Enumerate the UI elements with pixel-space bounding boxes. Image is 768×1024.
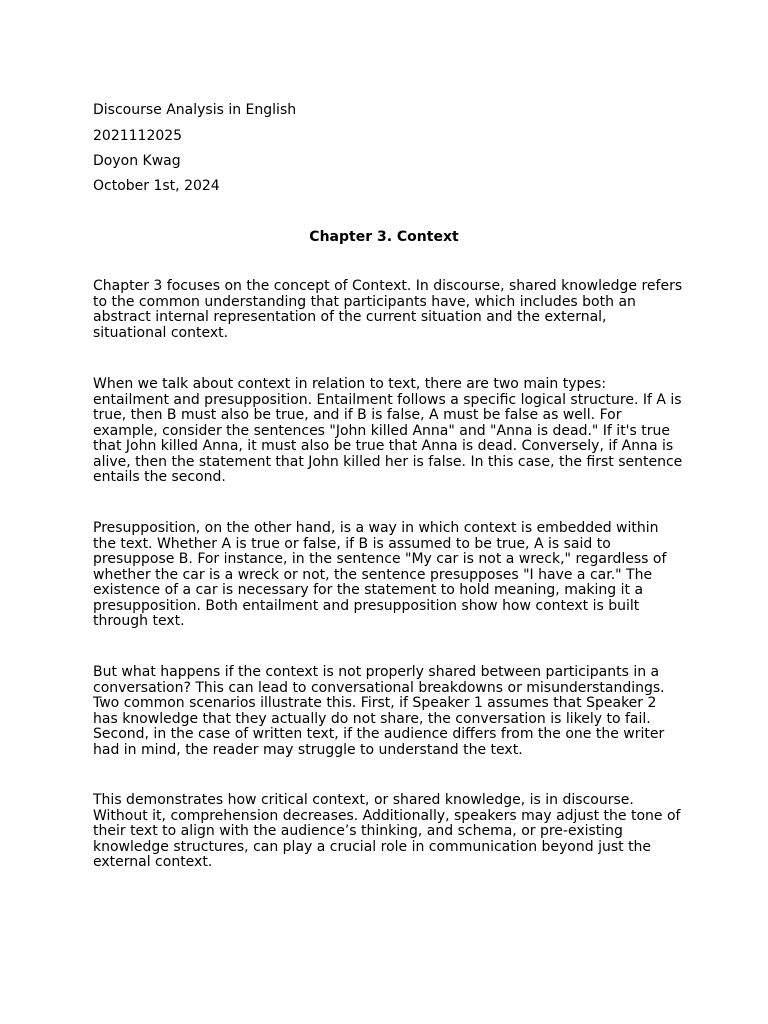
paragraph-4: But what happens if the context is not properly shared between participants in a conversation? This can lead to conversational breakdowns or misunderstandings. Two common scenarios illustrate this. First, if Speaker 1 assumes that Speaker 2 has knowledge that they actually do not share, the conversation is likely to fail. Second, in the case of written text, if the audience differs from the one the writer had in mind, the reader may struggle to understand the text. [93, 664, 665, 758]
paragraph-2: When we talk about context in relation to text, there are two main types: entailment and presupposition. Entailment follows a specific logical structure. If A is true, then B must also be true, and if B is false, A must be false as well. For example, consider the sentences "John killed Anna" and "Anna is dead." If it's true that John killed Anna, it must also be true that Anna is dead. Conversely, if Anna is alive, then the statement that John killed her is false. In this case, the first sentence entails the second. [93, 376, 683, 485]
document-date: October 1st, 2024 [93, 178, 220, 194]
paragraph-1: Chapter 3 focuses on the concept of Context. In discourse, shared knowledge refers to the common understanding that participants have, which includes both an abstract internal representation of the current situation and the external, situational context. [93, 278, 683, 341]
author-name: Doyon Kwag [93, 153, 181, 169]
student-id: 2021112025 [93, 128, 183, 144]
course-name: Discourse Analysis in English [93, 102, 297, 118]
paragraph-3: Presupposition, on the other hand, is a way in which context is embedded within the text. Whether A is true or false, if B is assumed to be true, A is said to presuppose B. For instance, in the sentence "My car is not a wreck," regardless of whether the car is a wreck or not, the sentence presupposes "I have a car." The existence of a car is necessary for the statement to hold meaning, making it a presupposition. Both entailment and presupposition show how context is built through text. [93, 520, 667, 629]
chapter-title: Chapter 3. Context [309, 229, 459, 245]
paragraph-5: This demonstrates how critical context, or shared knowledge, is in discourse. Without it, comprehension decreases. Additionally, speakers may adjust the tone of their text to align with the audience’s thinking, and schema, or pre-existing knowledge structures, can play a crucial role in communication beyond just the external context. [93, 792, 681, 870]
